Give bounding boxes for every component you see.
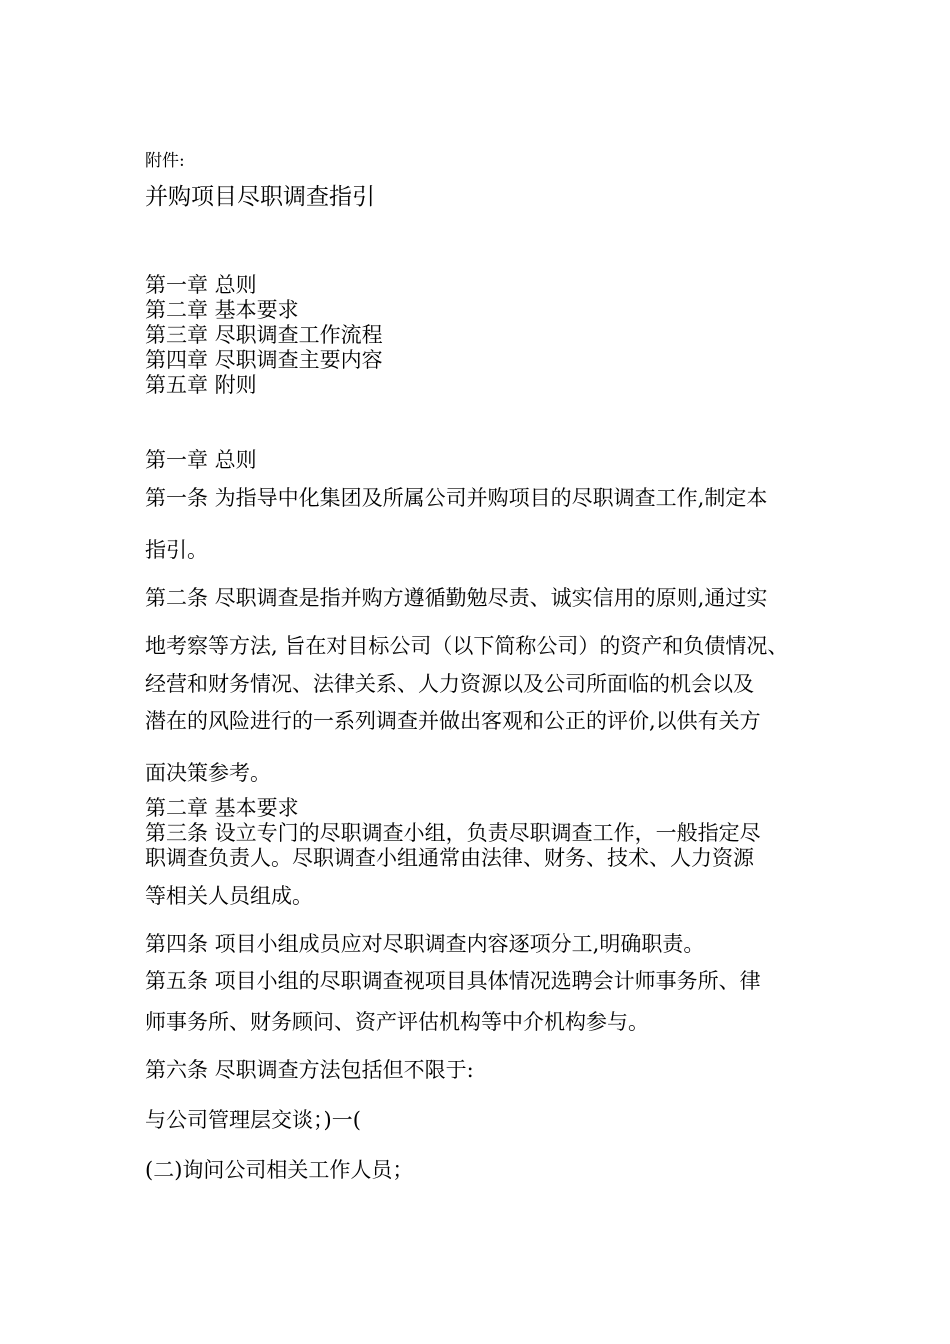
chapter-heading: 第一章 总则 bbox=[145, 448, 257, 472]
toc-item: 第二章 基本要求 bbox=[145, 298, 299, 322]
text-line: 师事务所、财务顾问、资产评估机构等中介机构参与。 bbox=[145, 1010, 649, 1034]
text-line: 面决策参考。 bbox=[145, 761, 271, 785]
text-line: 指引。 bbox=[145, 538, 208, 562]
text-line: 潜在的风险进行的一系列调查并做出客观和公正的评价,以供有关方 bbox=[145, 709, 761, 733]
toc-item: 第四章 尽职调查主要内容 bbox=[145, 348, 383, 372]
text-line: (二)询问公司相关工作人员； bbox=[145, 1158, 414, 1182]
text-line: 第四条 项目小组成员应对尽职调查内容逐项分工,明确职责。 bbox=[145, 932, 705, 956]
text-line: 经营和财务情况、法律关系、人力资源以及公司所面临的机会以及 bbox=[145, 672, 754, 696]
document-title: 并购项目尽职调查指引 bbox=[145, 184, 375, 210]
chapter-heading: 第二章 基本要求 bbox=[145, 796, 299, 820]
text-line: 第二条 尽职调查是指并购方遵循勤勉尽责、诚实信用的原则,通过实 bbox=[145, 586, 768, 610]
toc-item: 第一章 总则 bbox=[145, 273, 257, 297]
text-line: 与公司管理层交谈；)一( bbox=[145, 1108, 361, 1132]
text-line: 职调查负责人。尽职调查小组通常由法律、财务、技术、人力资源 bbox=[145, 846, 754, 870]
text-line: 地考察等方法, 旨在对目标公司（以下简称公司）的资产和负债情况、 bbox=[145, 634, 789, 658]
toc-item: 第五章 附则 bbox=[145, 373, 257, 397]
text-line: 第五条 项目小组的尽职调查视项目具体情况选聘会计师事务所、律 bbox=[145, 969, 761, 993]
text-line: 第六条 尽职调查方法包括但不限于: bbox=[145, 1058, 474, 1082]
text-line: 等相关人员组成。 bbox=[145, 884, 313, 908]
toc-item: 第三章 尽职调查工作流程 bbox=[145, 323, 383, 347]
text-line: 第一条 为指导中化集团及所属公司并购项目的尽职调查工作,制定本 bbox=[145, 486, 768, 510]
attachment-label: 附件: bbox=[145, 151, 185, 171]
text-line: 第三条 设立专门的尽职调查小组，负责尽职调查工作，一般指定尽 bbox=[145, 821, 761, 845]
